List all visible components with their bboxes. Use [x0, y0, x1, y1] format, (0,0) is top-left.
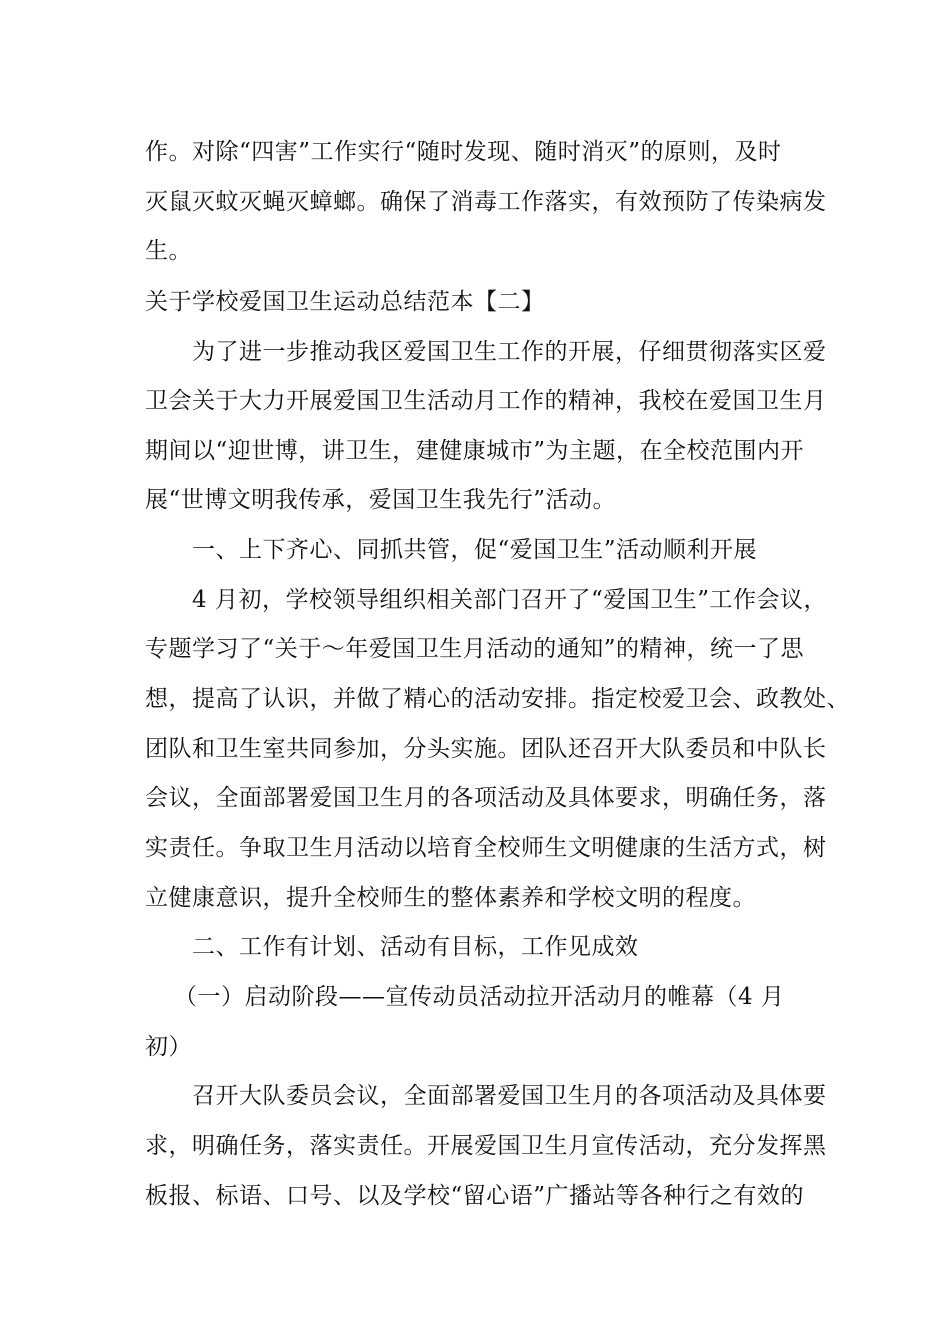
heading-2: 二、工作有计划、活动有目标，工作见成效: [192, 934, 639, 960]
heading-1: 一、上下齐心、同抓共管，促“爱国卫生”活动顺利开展: [192, 537, 758, 563]
paragraph-line: 求，明确任务，落实责任。开展爱国卫生月宣传活动，充分发挥黑: [145, 1133, 827, 1159]
paragraph-line: 召开大队委员会议，全面部署爱国卫生月的各项活动及具体要: [192, 1083, 827, 1109]
paragraph-line: 生。: [145, 238, 192, 264]
paragraph-line: 灭鼠灭蚊灭蝇灭蟑螂。确保了消毒工作落实，有效预防了传染病发: [145, 189, 827, 215]
paragraph-line: 4 月初，学校领导组织相关部门召开了“爱国卫生”工作会议，: [192, 587, 827, 613]
paragraph-line: 会议，全面部署爱国卫生月的各项活动及具体要求，明确任务，落: [145, 785, 827, 811]
paragraph-line: 期间以“迎世博，讲卫生，建健康城市”为主题，在全校范围内开: [145, 438, 805, 464]
paragraph-line: 立健康意识，提升全校师生的整体素养和学校文明的程度。: [145, 885, 756, 911]
paragraph-line: 实责任。争取卫生月活动以培育全校师生文明健康的生活方式，树: [145, 835, 827, 861]
paragraph-line: 专题学习了“关于～年爱国卫生月活动的通知”的精神，统一了思: [145, 636, 805, 662]
paragraph-line: 初）: [145, 1034, 192, 1060]
paragraph-line: 卫会关于大力开展爱国卫生活动月工作的精神，我校在爱国卫生月: [145, 388, 827, 414]
paragraph-line: 展“世博文明我传承，爱国卫生我先行”活动。: [145, 487, 617, 513]
paragraph-line: 想，提高了认识，并做了精心的活动安排。指定校爱卫会、政教处、: [145, 686, 850, 712]
paragraph-line: 团队和卫生室共同参加，分头实施。团队还召开大队委员和中队长: [145, 736, 827, 762]
paragraph-line: 板报、标语、口号、以及学校“留心语”广播站等各种行之有效的: [145, 1183, 805, 1209]
paragraph-line: 作。对除“四害”工作实行“随时发现、随时消灭”的原则，及时: [145, 139, 782, 165]
paragraph-line: 为了进一步推动我区爱国卫生工作的开展，仔细贯彻落实区爱: [192, 339, 827, 365]
section-title: 关于学校爱国卫生运动总结范本【二】: [145, 289, 545, 315]
subheading-1: （一）启动阶段——宣传动员活动拉开活动月的帷幕（4 月: [174, 984, 785, 1010]
